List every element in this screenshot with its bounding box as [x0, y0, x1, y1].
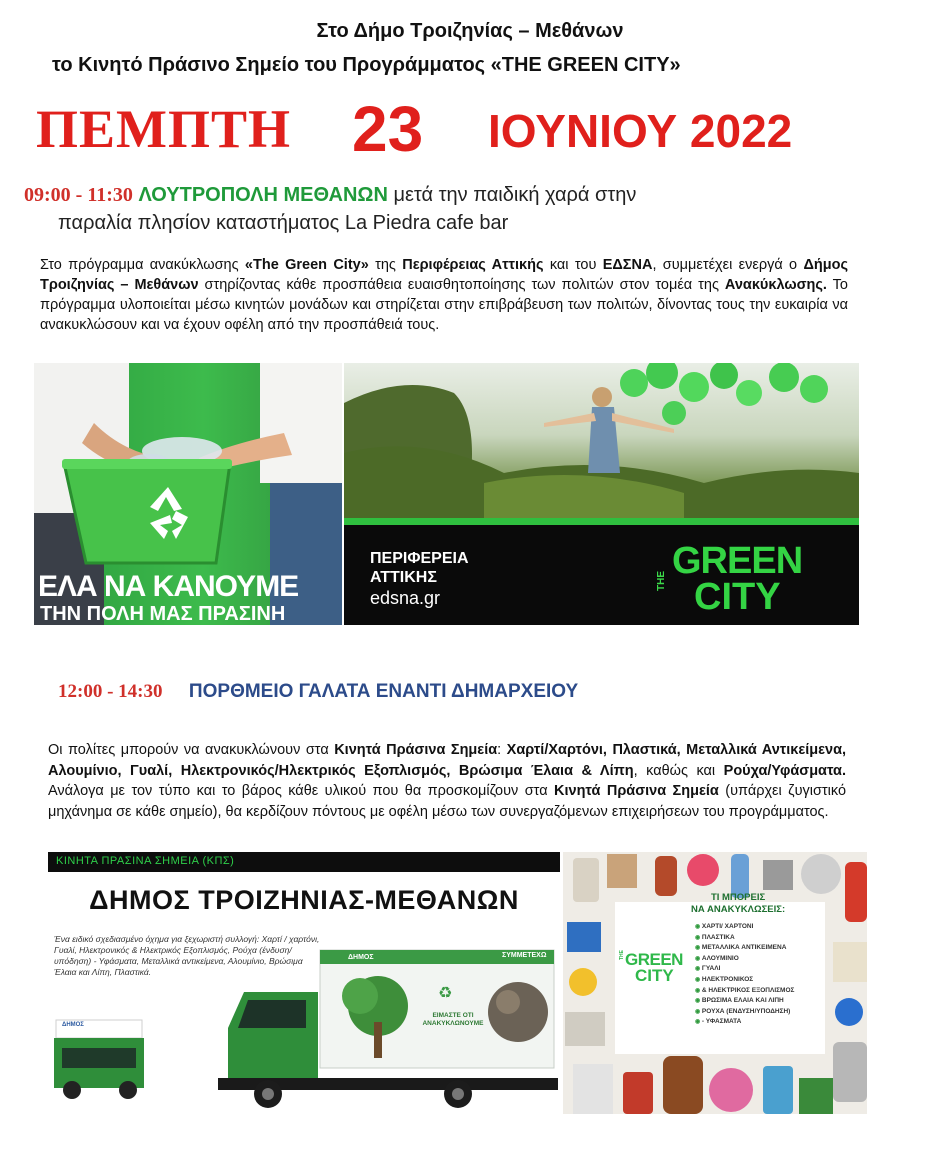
- intro-text: Στο πρόγραμμα ανακύκλωσης: [40, 257, 245, 273]
- date-month-year: ΙΟΥΝΙΟΥ 2022: [488, 105, 793, 157]
- truck-badge: ΣΥΜΜΕΤΕΧΩ: [502, 952, 547, 959]
- session1-location: ΛΟΥΤΡΟΠΟΛΗ ΜΕΘΑΝΩΝ: [138, 184, 388, 206]
- kps-description: Ένα ειδικό σχεδιασμένο όχημα για ξεχωριστή συλλογή: Χαρτί / χαρτόνι, Γυαλί, Ηλεκτρονικός & Ηλεκτρικός Εξοπλισμός, Ρούχα (ένδυση/υπόδηση) - Υφάσματα, Μεταλλικά αντικείμενα, Αλουμίνιο, Βρώσιμα Έλαια και Λίπη, Πλαστικά.: [54, 934, 320, 977]
- intro-text: Το πρόγραμμα υλοποιείται μέσω κινητών μονάδων και στηρίζεται στην επιβράβευση των πολιτών, δίνοντας τους την ευκαιρία να ανακυκλώσουν και να έχουν οφέλη από την προσπάθειά τους.: [40, 277, 848, 333]
- intro-text: και του: [543, 257, 603, 273]
- edsna-website: edsna.gr: [370, 588, 441, 608]
- landscape-illustration: [344, 363, 859, 523]
- card-logo-city: CITY: [635, 966, 674, 985]
- materials-text: , καθώς και: [633, 762, 724, 779]
- van-brand: ΔΗΜΟΣ: [62, 1022, 84, 1028]
- header-line-2: το Κινητό Πράσινο Σημείο του Προγράμματος «THE GREEN CITY»: [52, 54, 681, 76]
- intro-text: της: [368, 257, 403, 273]
- logo-the: THE: [656, 571, 667, 591]
- logo-green: GREEN: [672, 540, 803, 582]
- list-item: ◉ ΡΟΥΧΑ (ΕΝΔΥΣΗ/ΥΠΟΔΗΣΗ): [695, 1007, 794, 1018]
- date-number: 23: [352, 93, 424, 165]
- list-item: ◉ ΗΛΕΚΤΡΟΝΙΚΟΣ: [695, 975, 794, 986]
- truck-illustration: [48, 852, 560, 1114]
- intro-program-name: «The Green City»: [244, 257, 369, 273]
- slogan-line-1: ΕΛΑ ΝΑ ΚΑΝΟΥΜΕ: [38, 570, 299, 603]
- materials-text: (υπάρχει ζυγιστικό μηχάνημα σε κάθε σημείο), θα κερδίζουν πόντους με οφέλη μέσω των συνεργαζόμενων επιχειρήσεων του προγράμματος.: [48, 783, 847, 820]
- list-item: ◉ ΓΥΑΛΙ: [695, 964, 794, 975]
- kps-truck-image: [48, 852, 560, 1114]
- slogan-line-2: ΤΗΝ ΠΟΛΗ ΜΑΣ ΠΡΑΣΙΝΗ: [40, 603, 286, 625]
- list-item: ◉ ΧΑΡΤΙ/ ΧΑΡΤΟΝΙ: [695, 922, 794, 933]
- recycling-bin-photo: [34, 363, 342, 625]
- recycle-title-2: ΝΑ ΑΝΑΚΥΚΛΩΣΕΙΣ:: [691, 904, 786, 915]
- kps-title: ΔΗΜΟΣ ΤΡΟΙΖΗΝΙΑΣ-ΜΕΘΑΝΩΝ: [89, 885, 519, 915]
- materials-paragraph: [48, 740, 846, 822]
- intro-paragraph: [40, 255, 848, 335]
- logo-city: CITY: [694, 576, 781, 618]
- intro-text: στηρίζοντας κάθε προσπάθεια ευαισθητοποίησης των πολιτών στον τομέα της: [198, 277, 725, 293]
- intro-region: Περιφέρειας Αττικής: [402, 257, 544, 273]
- materials-text: Ανάλογα με τον τύπο και το βάρος κάθε υλικού που θα προσκομίζουν στα: [48, 783, 555, 799]
- materials-clothes: Ρούχα/Υφάσματα.: [723, 762, 846, 779]
- recycle-card-title: [691, 892, 785, 916]
- session1-details-2: παραλία πλησίον καταστήματος La Piedra cafe bar: [58, 212, 509, 234]
- landscape-photo: [344, 363, 859, 523]
- materials-text: Οι πολίτες μπορούν να ανακυκλώνουν στα: [48, 742, 335, 758]
- region-label: [370, 549, 469, 587]
- session1-time: 09:00 - 11:30: [24, 184, 133, 206]
- intro-edsna: ΕΔΣΝΑ: [602, 257, 653, 273]
- truck-slogan: ΕΙΜΑΣΤΕ ΟΤΙ ΑΝΑΚΥΚΛΩΝΟΥΜΕ: [422, 1012, 484, 1027]
- recycle-title-1: ΤΙ ΜΠΟΡΕΙΣ: [710, 892, 766, 903]
- materials-kps: Κινητά Πράσινα Σημεία: [334, 742, 498, 758]
- session2-location: ΠΟΡΘΜΕΙΟ ΓΑΛΑΤΑ ΕΝΑΝΤΙ ΔΗΜΑΡΧΕΙΟΥ: [188, 681, 579, 702]
- list-item: ◉ ΑΛΟΥΜΙΝΙΟ: [695, 954, 794, 965]
- svg-text:♻: ♻: [438, 983, 453, 1002]
- card-logo-the: THE: [619, 950, 625, 960]
- list-item: ◉ ΠΛΑΣΤΙΚΑ: [695, 933, 794, 944]
- kps-bar-text: ΚΙΝΗΤΑ ΠΡΑΣΙΝΑ ΣΗΜΕΙΑ (ΚΠΣ): [56, 855, 235, 867]
- date-day: ΠΕΜΠΤΗ: [36, 99, 292, 159]
- card-logo-green: GREEN: [625, 950, 683, 969]
- list-item: ◉ ΒΡΩΣΙΜΑ ΕΛΑΙΑ ΚΑΙ ΛΙΠΗ: [695, 996, 794, 1007]
- intro-recycling: Ανακύκλωσης.: [724, 277, 827, 293]
- materials-text: :: [497, 742, 507, 758]
- list-item: ◉ ΜΕΤΑΛΛΙΚΑ ΑΝΤΙΚΕΙΜΕΝΑ: [695, 943, 794, 954]
- session2-time: 12:00 - 14:30: [58, 681, 163, 702]
- header-line-1: Στο Δήμο Τροιζηνίας – Μεθάνων: [316, 20, 624, 42]
- list-item: ◉ - ΥΦΑΣΜΑΤΑ: [695, 1017, 794, 1028]
- intro-municipality: Δήμος Τροιζηνίας – Μεθάνων: [40, 257, 849, 293]
- session2-heading: [58, 681, 578, 703]
- region-line-1: ΠΕΡΙΦΕΡΕΙΑ: [370, 550, 469, 567]
- materials-kps: Κινητά Πράσινα Σημεία: [554, 783, 719, 799]
- recycle-items-image: [563, 852, 867, 1114]
- region-line-2: ΑΤΤΙΚΗΣ: [370, 569, 437, 586]
- intro-text: , συμμετέχει ενεργά ο: [652, 257, 804, 273]
- list-item: ◉ & ΗΛΕΚΤΡΙΚΟΣ ΕΞΟΠΛΙΣΜΟΣ: [695, 986, 794, 997]
- green-city-banner: [344, 363, 859, 625]
- truck-brand: ΔΗΜΟΣ: [348, 954, 374, 961]
- session1-heading: [24, 184, 636, 207]
- session1-details-1: μετά την παιδική χαρά στην: [387, 184, 637, 206]
- recycle-list: [695, 922, 794, 1028]
- materials-list: Χαρτί/Χαρτόνι, Πλαστικά, Μεταλλικά Αντικείμενα, Αλουμίνιο, Γυαλί, Ηλεκτρονικός/Ηλεκτρικός Εξοπλισμός, Βρώσιμα Έλαια & Λίπη: [48, 742, 847, 779]
